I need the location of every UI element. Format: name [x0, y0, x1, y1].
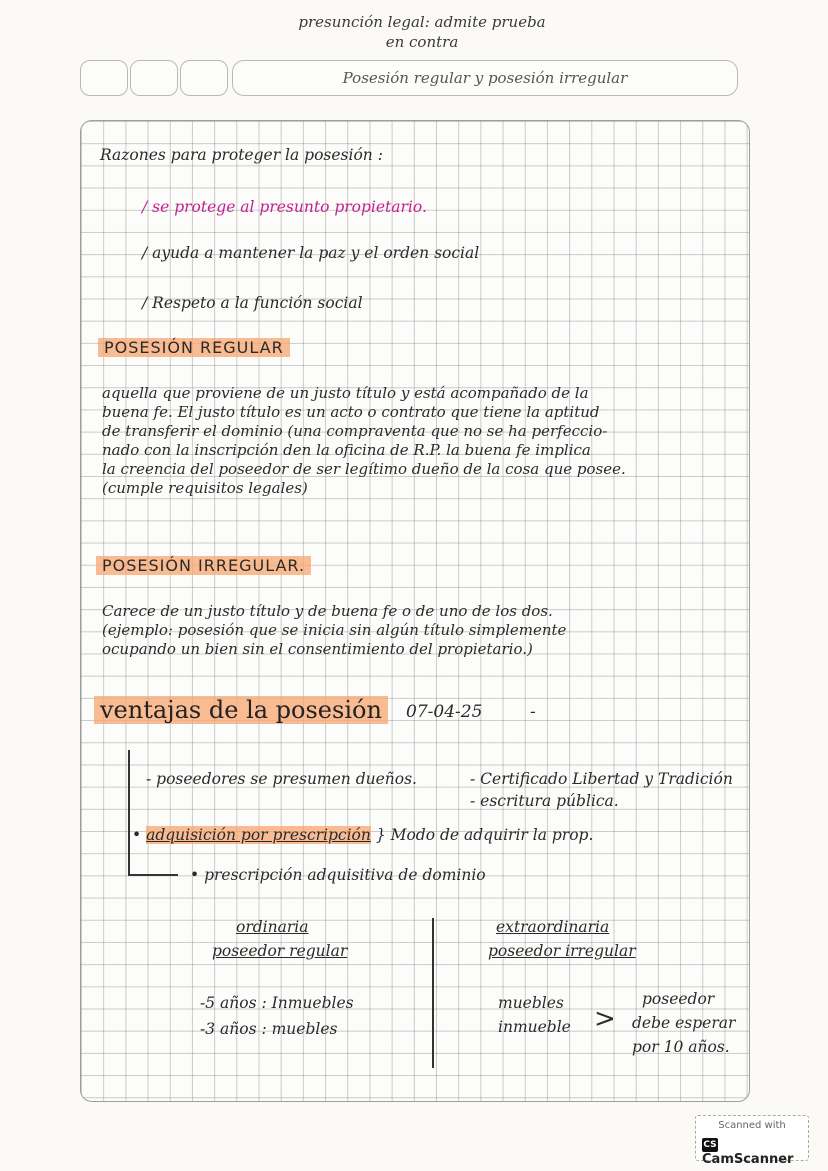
scanner-caption: Scanned with [718, 1120, 786, 1131]
ordinaria-subtitle: poseedor regular [212, 942, 348, 960]
ventaja-item-2-note: } Modo de adquirir la prop. [375, 826, 594, 844]
reason-item-2-text: ayuda a mantener la paz y el orden social [152, 244, 480, 262]
ventajas-dash: - [530, 702, 536, 722]
title-box [232, 60, 738, 96]
regular-line-6: (cumple requisitos legales) [102, 479, 308, 497]
regular-line-4: nado con la inscripción den la oficina de R.P. la buena fe implica [102, 441, 591, 459]
regular-line-5: la creencia del poseedor de ser legítimo dueño de la cosa que posee. [102, 460, 626, 478]
regular-line-1: aquella que proviene de un justo título y está acompañado de la [102, 384, 589, 402]
irregular-line-1: Carece de un justo título y de buena fe o de uno de los dos. [102, 602, 553, 620]
scanner-brand-text: CamScanner [702, 1152, 794, 1167]
extraordinaria-left-2: inmueble [498, 1018, 571, 1036]
extraordinaria-right-3: por 10 años. [632, 1038, 730, 1056]
chevron-right-icon: > [594, 1004, 616, 1034]
ventaja-item-1-right-a: - Certificado Libertad y Tradición [470, 770, 733, 788]
scanner-brand [702, 1137, 808, 1167]
regular-line-3: de transferir el dominio (una compraventa que no se ha perfeccio- [102, 422, 608, 440]
ventajas-date: 07-04-25 [406, 702, 483, 722]
ventaja-item-1-right-b: - escritura pública. [470, 792, 619, 810]
extraordinaria-right-2: debe esperar [632, 1014, 736, 1032]
top-note-line2: en contra [385, 33, 459, 51]
ventaja-item-3: • prescripción adquisitiva de dominio [190, 866, 486, 884]
regular-line-2: buena fe. El justo título es un acto o contrato que tiene la aptitud [102, 403, 600, 421]
ventaja-item-2: • adquisición por prescripción } Modo de adquirir la prop. [132, 826, 594, 844]
irregular-paragraph [102, 602, 566, 659]
regular-paragraph [102, 384, 626, 498]
reason-item-1-text: se protege al presunto propietario. [152, 198, 427, 216]
ventajas-heading: ventajas de la posesión [94, 696, 388, 724]
ordinaria-line-1: -5 años : Inmuebles [200, 994, 354, 1012]
extraordinaria-left-1: muebles [498, 994, 564, 1012]
reason-item-1: / se protege al presunto propietario. [142, 198, 427, 216]
reason-item-3-text: Respeto a la función social [152, 294, 363, 312]
ordinaria-line-2: -3 años : muebles [200, 1020, 338, 1038]
extraordinaria-title: extraordinaria [496, 918, 610, 936]
ventaja-item-2-label: adquisición por prescripción [146, 826, 371, 844]
column-divider [432, 918, 434, 1068]
tab-box-3 [180, 60, 228, 96]
camscanner-badge [695, 1115, 809, 1167]
top-note-line1: presunción legal: admite prueba [298, 13, 546, 31]
tab-box-1 [80, 60, 128, 96]
reason-item-3: / Respeto a la función social [142, 294, 363, 312]
irregular-line-3: ocupando un bien sin el consentimiento del propietario.) [102, 640, 533, 658]
ventaja-item-1: - poseedores se presumen dueños. [146, 770, 417, 788]
camscanner-icon: CS [703, 1140, 717, 1150]
tab-box-2 [130, 60, 178, 96]
extraordinaria-subtitle: poseedor irregular [488, 942, 636, 960]
page-title: Posesión regular y posesión irregular [342, 69, 628, 87]
irregular-heading: POSESIÓN IRREGULAR. [96, 556, 311, 575]
ventaja-item-3-text: prescripción adquisitiva de dominio [204, 866, 486, 884]
arrow-line [128, 874, 178, 876]
top-note [262, 12, 582, 52]
reason-item-2: / ayuda a mantener la paz y el orden social [142, 244, 480, 262]
extraordinaria-right-1: poseedor [642, 990, 715, 1008]
ordinaria-title: ordinaria [236, 918, 309, 936]
regular-heading: POSESIÓN REGULAR [98, 338, 290, 357]
irregular-line-2: (ejemplo: posesión que se inicia sin algún título simplemente [102, 621, 567, 639]
reasons-heading: Razones para proteger la posesión : [100, 146, 383, 164]
bracket-line [128, 750, 130, 876]
